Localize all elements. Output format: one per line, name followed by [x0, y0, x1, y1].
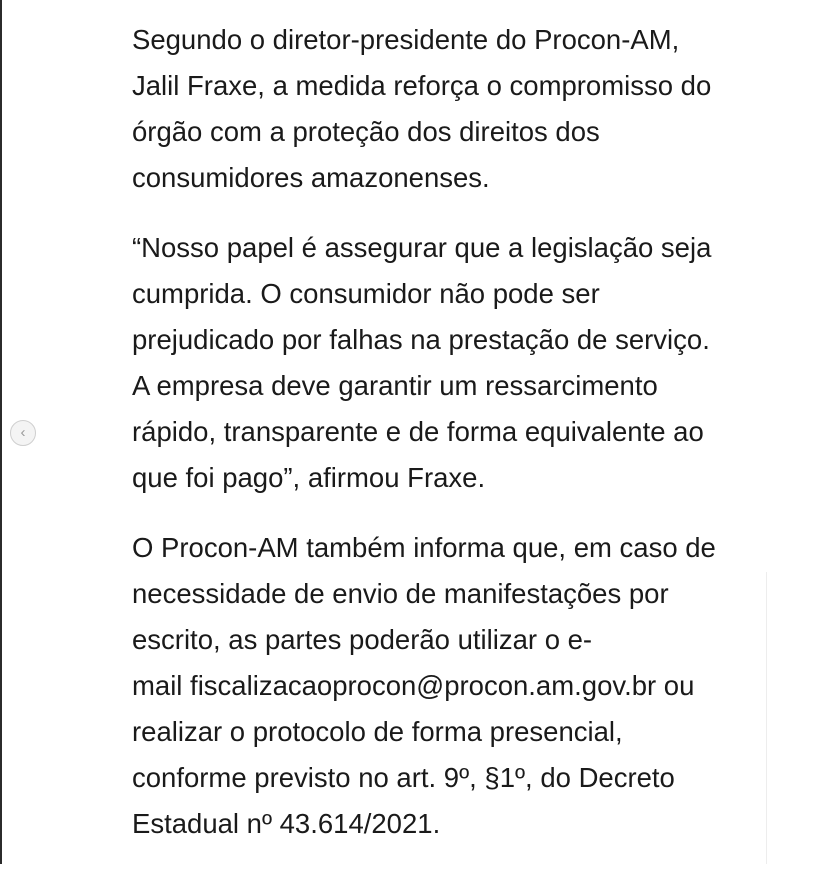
- article-body: [132, 17, 772, 871]
- text-line: prejudicado por falhas na prestação de serviço.: [132, 324, 710, 355]
- text-line: mail fiscalizacaoprocon@procon.am.gov.br ou: [132, 670, 695, 701]
- paragraph-director-statement: [132, 17, 772, 201]
- text-line: Segundo o diretor-presidente do Procon-AM,: [132, 24, 680, 55]
- text-line: escrito, as partes poderão utilizar o e-: [132, 624, 593, 655]
- text-line: necessidade de envio de manifestações por: [132, 578, 669, 609]
- text-line: conforme previsto no art. 9º, §1º, do Decreto: [132, 762, 675, 793]
- text-line: realizar o protocolo de forma presencial,: [132, 716, 623, 747]
- left-edge-divider: [0, 0, 2, 864]
- text-line: consumidores amazonenses.: [132, 162, 490, 193]
- text-line: órgão com a proteção dos direitos dos: [132, 116, 600, 147]
- text-line: que foi pago”, afirmou Fraxe.: [132, 462, 486, 493]
- text-line: Jalil Fraxe, a medida reforça o compromisso do: [132, 70, 712, 101]
- text-line: A empresa deve garantir um ressarcimento: [132, 370, 658, 401]
- text-line: cumprida. O consumidor não pode ser: [132, 278, 600, 309]
- carousel-prev-button[interactable]: [10, 420, 36, 446]
- text-line: rápido, transparente e de forma equivalente ao: [132, 416, 704, 447]
- text-line: “Nosso papel é assegurar que a legislação seja: [132, 232, 712, 263]
- text-line: O Procon-AM também informa que, em caso de: [132, 532, 716, 563]
- text-line: Estadual nº 43.614/2021.: [132, 808, 441, 839]
- chevron-left-icon: ‹: [20, 424, 26, 441]
- paragraph-quote: [132, 225, 772, 501]
- paragraph-contact-info: [132, 525, 772, 847]
